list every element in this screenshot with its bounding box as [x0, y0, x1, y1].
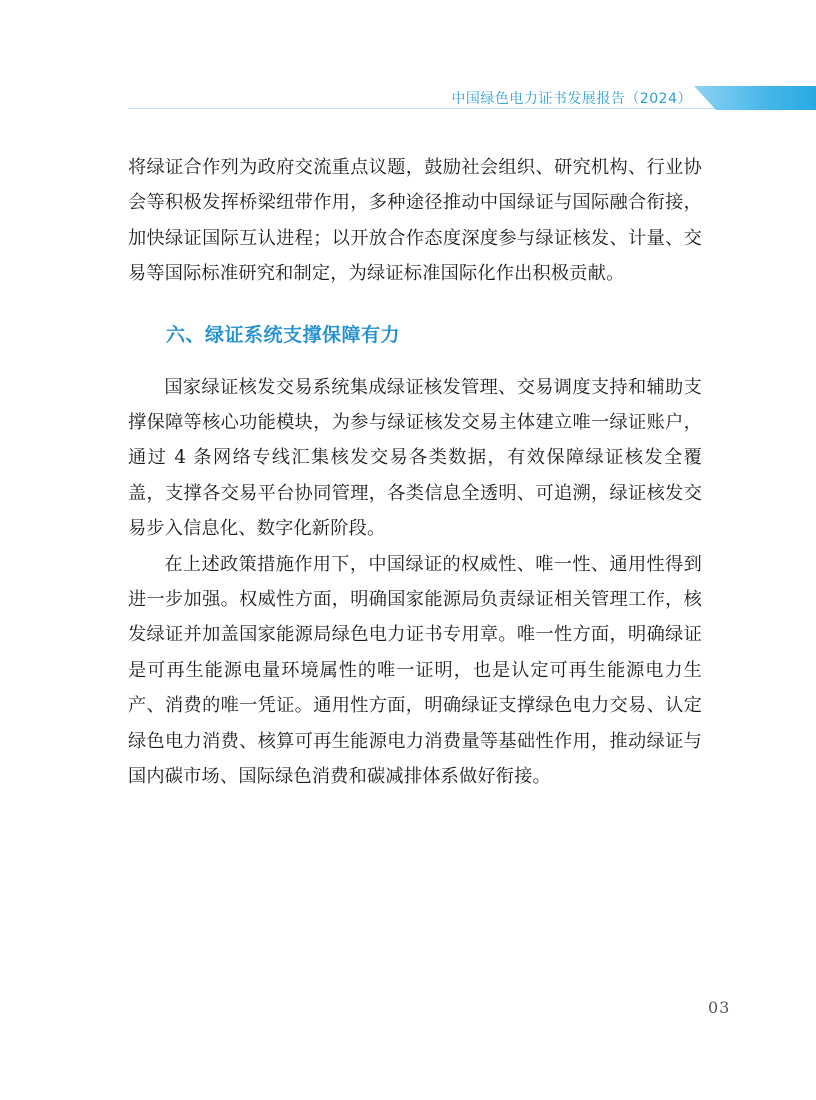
paragraph-continued: 将绿证合作列为政府交流重点议题，鼓励社会组织、研究机构、行业协会等积极发挥桥梁纽带作用，多种途径推动中国绿证与国际融合衔接，加快绿证国际互认进程；以开放合作态度深度参与绿证核发、计量、交易等国际标准研究和制定，为绿证标准国际化作出积极贡献。 — [128, 157, 702, 285]
page-number: 03 — [708, 998, 731, 1017]
header-rule — [128, 108, 732, 109]
paragraph-policy-effects: 在上述政策措施作用下，中国绿证的权威性、唯一性、通用性得到进一步加强。权威性方面，明确国家能源局负责绿证相关管理工作，核发绿证并加盖国家能源局绿色电力证书专用章。唯一性方面，明确绿证是可再生能源电量环境属性的唯一证明，也是认定可再生能源电力生产、消费的唯一凭证。通用性方面，明确绿证支撑绿色电力交易、认定绿色电力消费、核算可再生能源电力消费量等基础性作用，推动绿证与国内碳市场、国际绿色消费和碳减排体系做好衔接。 — [128, 553, 702, 788]
page-header — [0, 0, 816, 112]
section-heading: 六、绿证系统支撑保障有力 — [166, 323, 401, 346]
main-content — [128, 150, 702, 795]
header-tab-decoration — [694, 86, 816, 110]
header-title: 中国绿色电力证书发展报告（2024） — [451, 91, 692, 107]
paragraph-system-support: 国家绿证核发交易系统集成绿证核发管理、交易调度支持和辅助支撑保障等核心功能模块，为参与绿证核发交易主体建立唯一绿证账户，通过 4 条网络专线汇集核发交易各类数据，有效保障绿证核发全覆盖，支撑各交易平台协同管理，各类信息全透明、可追溯，绿证核发交易步入信息化、数字化新阶段。 — [128, 376, 702, 540]
